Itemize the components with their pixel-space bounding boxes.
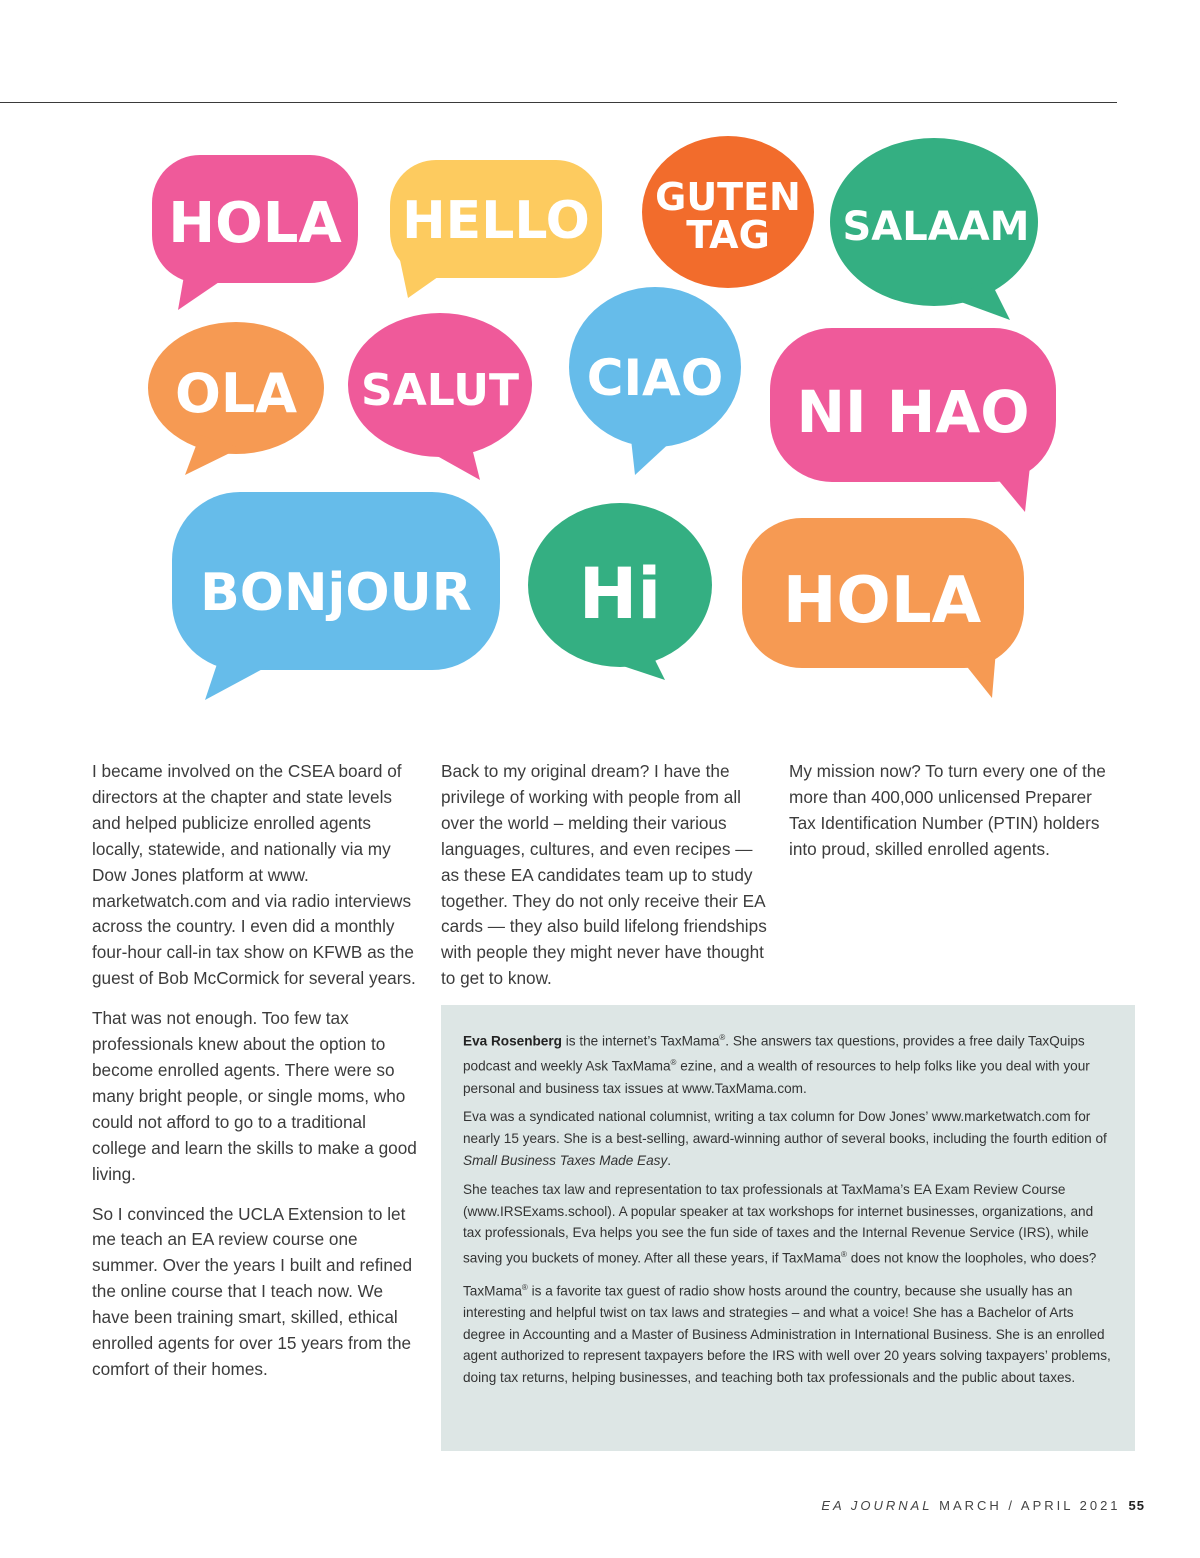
bubble-salaam: [830, 138, 1038, 320]
registered-mark: ®: [521, 1282, 528, 1292]
book-title: Small Business Taxes Made Easy: [463, 1153, 668, 1169]
bubble-text-salut: SALUT: [361, 365, 519, 416]
body-paragraph: That was not enough. Too few tax professionals knew about the option to become enrolled agents. There were so many bright people, or single moms, who could not afford to go to a traditional college and learn the skills to make a good living.: [92, 1008, 417, 1184]
bubble-guten-tag: [642, 136, 814, 288]
bubble-hello: [390, 160, 602, 298]
bio-text: is a favorite tax guest of radio show hosts around the country, because she usually has an interesting and helpful twist on tax laws and strategies – and what a voice! She has a Bachelor of Arts degree in Accounting and a Master of Business Administration in International Business. She is an enrolled agent authorized to represent taxpayers before the IRS with well over 20 years solving taxpayers’ problems, doing tax returns, helping businesses, and teaching both tax professionals and the public about taxes.: [463, 1283, 1111, 1386]
bubble-text-hola-2: HOLA: [782, 564, 982, 638]
bio-paragraph-4: [463, 1277, 1113, 1390]
text-column-1: [92, 759, 422, 1397]
bubble-hola-2: [742, 518, 1024, 698]
bubble-hi: [528, 503, 712, 680]
bubble-text-salaam: SALAAM: [842, 204, 1030, 250]
bubble-ciao: [569, 287, 741, 475]
registered-mark: ®: [719, 1033, 726, 1042]
bubble-text-guten: GUTEN: [655, 175, 801, 219]
greeting-bubbles-illustration: [130, 130, 1070, 720]
bubble-text-hi: Hi: [578, 553, 662, 635]
bubble-text-bonjour: BONjOUR: [200, 563, 472, 623]
bubble-text-ciao: CIAO: [586, 349, 724, 407]
bio-text: ezine, and a wealth of resources to help folks like you deal with your personal and business tax issues at www.TaxMama.com.: [463, 1058, 1090, 1096]
bio-text: TaxMama: [463, 1283, 522, 1299]
registered-mark: ®: [841, 1250, 847, 1260]
page-number: 55: [1128, 1498, 1145, 1513]
bubble-ni-hao: [770, 328, 1056, 512]
top-rule: [0, 102, 1117, 103]
bubble-salut: [348, 313, 532, 480]
body-paragraph: Back to my original dream? I have the privilege of working with people from all over the world – melding their various languages, cultures, and even recipes — as these EA candidates team up to study together. They do not only receive their EA cards — they also build lifelong friendships with people they might never have thought to get to know.: [441, 761, 767, 989]
bio-text: She teaches tax law and representation to tax professionals at TaxMama’s EA Exam Review Course (www.IRSExams.school). A popular speaker at tax workshops for internet businesses, organizations, and tax professionals, Eva helps you see the fun side of taxes and the Internal Revenue Service (IRS), while saving you buckets of money. After all these years, if TaxMama: [463, 1181, 1094, 1266]
bio-text: .: [667, 1153, 672, 1169]
bio-text: does not know the loopholes, who does?: [846, 1250, 1097, 1266]
bubble-text-ni-hao: NI HAO: [796, 378, 1030, 446]
bio-text: . She answers tax questions, provides a free daily TaxQuips podcast and weekly Ask TaxMama: [463, 1033, 1085, 1074]
issue-date: MARCH / APRIL 2021: [932, 1498, 1121, 1513]
text-column-2: [441, 759, 771, 1006]
bubble-text-tag: TAG: [686, 213, 770, 257]
bio-text: is the internet’s TaxMama: [561, 1033, 720, 1049]
bubble-text-ola: OLA: [174, 362, 298, 425]
bubble-bonjour: [172, 492, 500, 700]
author-name: Eva Rosenberg: [463, 1033, 562, 1049]
bubble-text-hello: HELLO: [402, 191, 590, 251]
text-column-3: [789, 759, 1109, 877]
body-paragraph: I became involved on the CSEA board of directors at the chapter and state levels and helped publicize enrolled agents locally, statewide, and nationally via my Dow Jones platform at www. marketwatch.com and via radio interviews across the country. I even did a monthly four-hour call-in tax show on KFWB as the guest of Bob McCormick for several years.: [92, 761, 416, 989]
bubble-hola-1: [152, 155, 358, 310]
bio-text: Eva was a syndicated national columnist, writing a tax column for Dow Jones’ www.marketwatch.com for nearly 15 years. She is a best-selling, award-winning author of several books, including the fourth edition of: [463, 1109, 1107, 1147]
registered-mark: ®: [670, 1058, 677, 1068]
body-paragraph: My mission now? To turn every one of the more than 400,000 unlicensed Preparer Tax Identification Number (PTIN) holders into proud, skilled enrolled agents.: [789, 761, 1106, 859]
bio-paragraph-2: [463, 1106, 1113, 1171]
bio-paragraph-1: [463, 1027, 1113, 1099]
body-paragraph: So I convinced the UCLA Extension to let me teach an EA review course one summer. Over the years I built and refined the online course that I teach now. We have been training smart, skilled, ethical enrolled agents for over 15 years from the comfort of their homes.: [92, 1203, 413, 1379]
page-footer: [821, 1498, 1145, 1513]
speech-bubbles-svg: [130, 130, 1070, 720]
bubble-ola: [148, 322, 324, 475]
author-bio-box: [441, 1005, 1135, 1451]
bubble-text-hola-1: HOLA: [168, 191, 342, 256]
bio-paragraph-3: [463, 1179, 1113, 1270]
journal-name: EA JOURNAL: [821, 1498, 933, 1513]
